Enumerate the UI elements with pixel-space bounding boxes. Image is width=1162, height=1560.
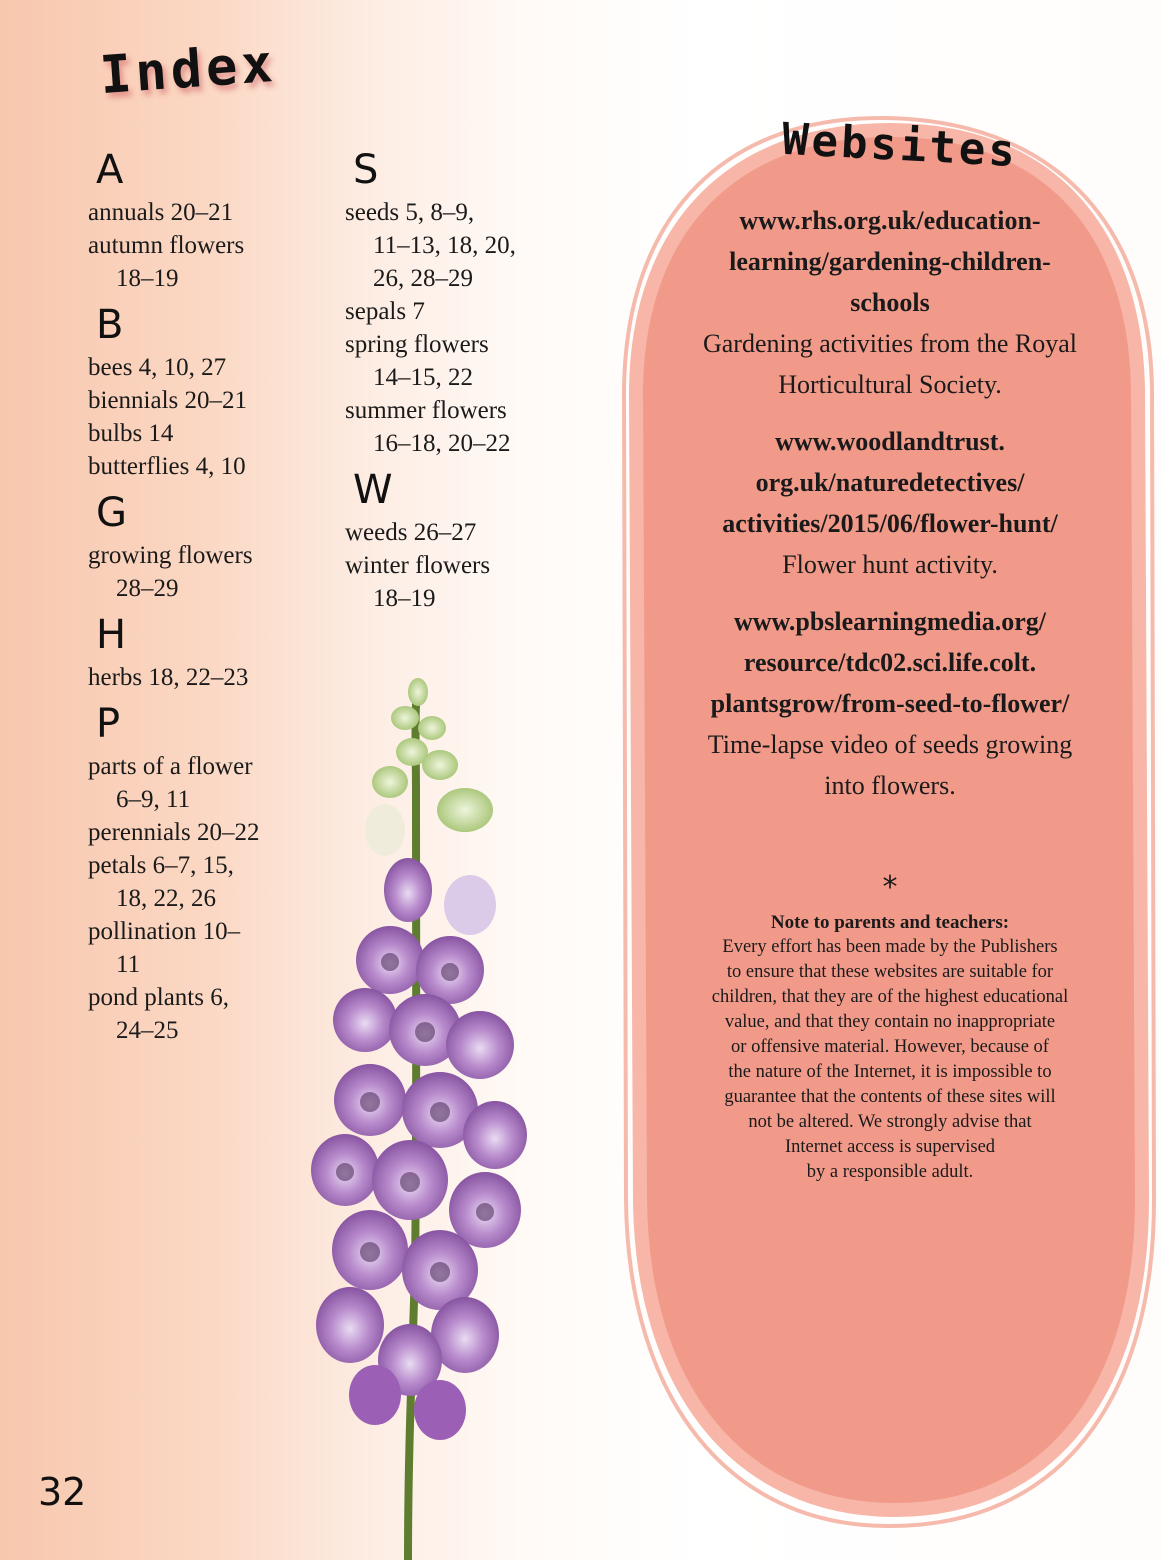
index-entry-pages: 18–19 [373, 585, 436, 612]
index-entry-pages: 18–19 [116, 265, 179, 292]
website-description: Gardening activities from the Royal Horticultural Society. [702, 329, 1077, 399]
index-entry-term: growing flowers [88, 542, 253, 569]
index-entry-term: petals 6–7, 15, [88, 852, 234, 879]
index-entry-pages: 11–13, 18, 20, [373, 232, 516, 259]
index-entry-pages: 24–25 [116, 1017, 179, 1044]
website-url[interactable]: www.woodlandtrust. org.uk/naturedetectives/ activities/2015/06/flower-hunt/ [722, 427, 1058, 538]
index-entry-term: summer flowers [345, 397, 507, 424]
index-entry-pages: 6–9, 11 [116, 786, 191, 813]
website-url[interactable]: www.pbslearningmedia.org/ resource/tdc02.sci.life.colt. plantsgrow/from-seed-to-flower/ [710, 607, 1070, 718]
index-entry [345, 196, 585, 295]
index-entry [88, 196, 328, 229]
index-entry [345, 549, 585, 615]
foxglove-buds [365, 678, 493, 856]
index-entry-term: butterflies 4, 10 [88, 453, 246, 480]
website-item [650, 200, 1130, 405]
index-entry-term: bulbs 14 [88, 420, 174, 447]
websites-list [650, 200, 1130, 822]
index-entry-term: herbs 18, 22–23 [88, 664, 249, 691]
index-entry [345, 516, 585, 549]
note-to-parents [650, 910, 1130, 1185]
websites-title: Websites [780, 113, 1020, 178]
index-entry-pages: 26, 28–29 [373, 265, 473, 292]
index-letter-heading: H [96, 612, 127, 658]
index-entry-term: autumn flowers [88, 232, 245, 259]
index-letter-heading: G [96, 490, 127, 536]
index-entry-pages: 16–18, 20–22 [373, 430, 511, 457]
index-entry-term: winter flowers [345, 552, 491, 579]
note-body: Every effort has been made by the Publishers to ensure that these websites are suitable for children, that they are of the highest educational value, and that they contain no inappropriate or offensive material. However, because of the nature of the Internet, it is impossible to guarantee that the contents of these sites will not be altered. We strongly advise that Internet access is supervised by a responsible adult. [711, 937, 1069, 1182]
index-entry [345, 295, 585, 328]
index-title: Index [98, 33, 279, 107]
website-item [650, 601, 1130, 806]
index-letter-heading: P [96, 701, 121, 747]
index-entry-pages: 11 [116, 951, 141, 978]
website-item [650, 421, 1130, 585]
index-entry [345, 328, 585, 394]
index-entry [88, 450, 328, 483]
website-description: Time-lapse video of seeds growing into flowers. [707, 730, 1073, 800]
website-description: Flower hunt activity. [782, 550, 998, 579]
index-right-column [345, 140, 585, 615]
page-number: 32 [38, 1470, 87, 1514]
index-entry [88, 351, 328, 384]
index-entry-term: pond plants 6, [88, 984, 229, 1011]
foxglove-illustration [290, 670, 560, 1560]
index-letter-heading: S [353, 147, 379, 193]
index-letter-heading: B [96, 302, 124, 348]
index-entry [88, 417, 328, 450]
index-letter-heading: W [353, 467, 393, 513]
index-entry-pages: 14–15, 22 [373, 364, 473, 391]
websites-panel [620, 90, 1160, 1550]
index-entry-term: perennials 20–22 [88, 819, 260, 846]
index-entry-term: annuals 20–21 [88, 199, 234, 226]
index-entry-pages: 28–29 [116, 575, 179, 602]
index-entry [88, 229, 328, 295]
index-letter-heading: A [96, 147, 124, 193]
index-entry [88, 384, 328, 417]
index-entry-term: sepals 7 [345, 298, 425, 325]
index-entry [88, 539, 328, 605]
index-entry-term: biennials 20–21 [88, 387, 248, 414]
note-heading: Note to parents and teachers: [770, 912, 1010, 933]
index-entry-term: weeds 26–27 [345, 519, 477, 546]
index-entry-term: spring flowers [345, 331, 489, 358]
index-entry-term: seeds 5, 8–9, [345, 199, 475, 226]
separator-asterisk: * [882, 870, 898, 905]
foxglove-bells [311, 858, 527, 1440]
index-entry-term: bees 4, 10, 27 [88, 354, 227, 381]
index-entry [345, 394, 585, 460]
index-entry-term: parts of a flower [88, 753, 253, 780]
website-url[interactable]: www.rhs.org.uk/education- learning/gardening-children- schools [729, 206, 1051, 317]
index-entry-pages: 18, 22, 26 [116, 885, 216, 912]
index-entry-term: pollination 10– [88, 918, 241, 945]
